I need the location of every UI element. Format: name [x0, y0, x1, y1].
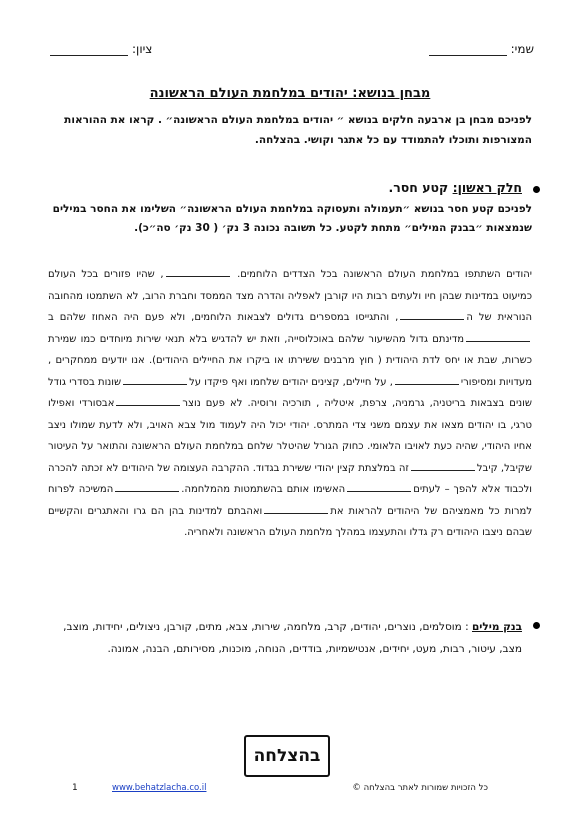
- name-line[interactable]: [429, 43, 507, 56]
- part1-title: [389, 180, 523, 195]
- name-label: שמי:: [510, 42, 534, 56]
- blank-9[interactable]: [115, 481, 179, 492]
- name-field: [429, 42, 534, 56]
- part1-title-prefix: חלק ראשון:: [452, 180, 522, 195]
- footer-link[interactable]: www.behatzlacha.co.il: [112, 783, 207, 793]
- page-number: 1: [72, 783, 78, 793]
- passage-segment: האשימו אותם בהשתמטות מהמלחמה.: [181, 484, 346, 495]
- blank-6[interactable]: [116, 395, 180, 406]
- intro-text: לפניכם מבחן בן ארבעה חלקים בנושא ״ יהודים במלחמת העולם הראשונה״ . קראו את ההוראות המצורפות ותוכלו להתמודד עם כל אתגר וקושי. בהצלחה.: [64, 114, 532, 146]
- grade-label: ציון:: [132, 42, 153, 56]
- blank-8[interactable]: [347, 481, 411, 492]
- blank-5[interactable]: [123, 374, 187, 385]
- passage-segment: , והתגייסו במספרים גדולים לצבאות הלוחמים, ולא פעם היה האחוז שלהם ב: [48, 312, 399, 323]
- blank-4[interactable]: [395, 374, 459, 385]
- passage-segment: , שהיו פזורים בכל העולם כמיעוט במדינות שבהן חיו ולעתים רבות היו קורבן לאפליה והדרה מצד הממסד וחברת הרוב, לא השתמטו מהחובה הנוראית של ה: [48, 269, 532, 323]
- passage-segment: מדינתם גדול מהשיעור שלהם באוכלוסייה, וזאת יש להדגיש בלא תנאי שירות מיוחדים כמו שמירת כשרות, שבת או יחס לדת היהודית ( חוץ מרבנים ששירתו או ביקרו את החיילים היהודים). אנו יודעים ממחקרים , מעדויות ומסיפורי: [48, 333, 532, 388]
- passage-segment: שונות בסדרי גודל שונים בצבאות בריטניה, גרמניה, צרפת, איטליה , תורכיה ורוסיה. לא פעם נוצר: [48, 376, 532, 409]
- logo-text: בהצלחה: [253, 746, 321, 766]
- blank-2[interactable]: [400, 309, 464, 320]
- word-bank-label: בנק מילים: [472, 621, 522, 633]
- passage-segment: , על חיילים, קצינים יהודים שלחמו ואף פיקדו על: [189, 376, 393, 388]
- blank-10[interactable]: [264, 503, 328, 514]
- grade-line[interactable]: [50, 43, 128, 56]
- blank-3[interactable]: [466, 331, 530, 342]
- passage-segment: אבסורדי ואפילו טרגי, בו יהודים מצאו את עצמם משני צדי המתרס. יהודי יכול היה לעמוד מול צבא האויב, ולא לדעת שמולו ניצב אחיו היהודי, שהיה כעת לאויבו הלאומי. כחוק הגורל שהיטלר שלחם במלחמת העולם הראשונה והתואר על העיטור שקיבל, קיבל: [48, 398, 532, 474]
- passage-segment: זה במלצתת קצין יהודי ששירת בגדוד. ההקרבה העצומה של היהודים לא זכתה להכרה ולכבוד אלא להפך – לעתים: [48, 462, 533, 495]
- logo: [244, 735, 330, 777]
- grade-field: [50, 42, 152, 56]
- word-bank-words: מוסלמים, נוצרים, יהודים, קרב, מלחמה, שירות, צבא, מתים, קורבן, ניצולים, יחידות, מוצב, מצב, עיטור, רבות, מעט, יחידים, אנטישמיות, בודדים, הנוחה, מוכנות, מסירותם, הבנה, אמונה.: [63, 621, 522, 655]
- footer-copyright: כל הזכויות שמורות לאתר בהצלחה ©: [352, 783, 488, 793]
- blank-1[interactable]: [166, 266, 230, 277]
- passage-segment: המשיכה לפרוח למרות כל מאמציהם של היהודים להראות את: [48, 484, 533, 517]
- part1-title-suffix: קטע חסר.: [388, 180, 453, 195]
- word-bank: בנק מילים : מוסלמים, נוצרים, יהודים, קרב, מלחמה, שירות, צבא, מתים, קורבן, ניצולים, יחידות, מוצב, מצב, עיטור, רבות, מעט, יחידים, אנטישמיות, בודדים, הנוחה, מוכנות, מסירותם, הבנה, אמונה.: [63, 621, 522, 655]
- bullet-icon: [533, 622, 540, 629]
- passage-segment: יהודים השתתפו במלחמת העולם הראשונה בכל הצדדים הלוחמים.: [237, 269, 532, 280]
- bullet-icon: [533, 186, 540, 193]
- blank-7[interactable]: [411, 460, 475, 471]
- part1-instructions: לפניכם קטע חסר בנושא ״תעמולה ותעסוקה במלחמת העולם הראשונה״ השלימו את החסר במילים שנמצאות ״בבנק המילים״ מתחת לקטע. כל תשובה נכונה 3 נק׳ ( 30 נק׳ סה״כ).: [52, 203, 532, 234]
- page-title: מבחן בנושא: יהודים במלחמת העולם הראשונה: [149, 86, 431, 101]
- passage-segment: ואהבתם למדינות בהן הם גרו והאתגרים והקשיים שבהם ניצבו היהודים רק גדלו והתעצמו במהלך מלחמת העולם הראשונה ולאחריה.: [48, 505, 532, 538]
- passage: [48, 264, 532, 544]
